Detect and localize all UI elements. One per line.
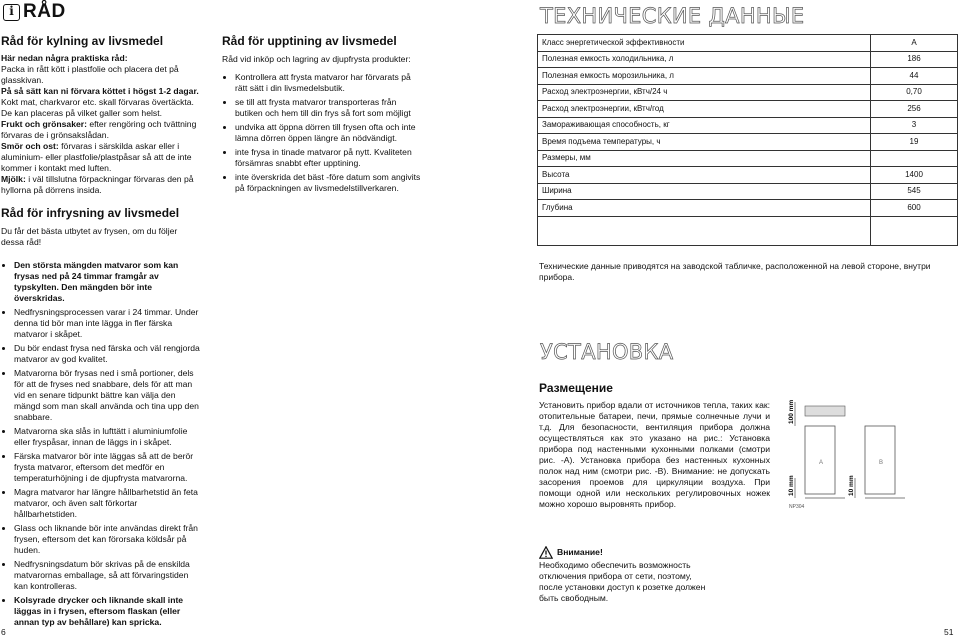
cooling-tip-meat: Packa in rått kött i plastfolie och placera det på glasskivan. xyxy=(1,64,179,85)
figure-code: NP304 xyxy=(789,504,805,510)
section-title: RÅD xyxy=(23,1,66,22)
dim-top-label: 100 mm xyxy=(788,399,795,424)
list-item: se till att frysta matvaror transporteras från butiken och hem till din frys så fort som möjligt xyxy=(222,97,422,119)
tech-note: Технические данные приводятся на заводской табличке, расположенной на левой стороне, внутри прибора. xyxy=(539,261,931,282)
cooling-tip-milk: Mjölk: i väl tillslutna förpackningar förvaras den på hyllorna på dörrens insida. xyxy=(1,174,194,195)
tech-table xyxy=(537,34,958,246)
tech-title: ТЕХНИЧЕСКИЕ ДАННЫЕ xyxy=(540,4,805,28)
thawing-list xyxy=(222,72,422,194)
cooling-tip-fruit: Frukt och grönsaker: efter rengöring och tvättning förvaras de i grönsakslådan. xyxy=(1,119,197,140)
thawing-heading: Råd för upptining av livsmedel xyxy=(222,34,397,48)
section-header xyxy=(3,0,66,24)
list-item: undvika att öppna dörren till frysen ofta och inte lämna dörren öppen längre än nödvändigt. xyxy=(222,122,422,144)
warning xyxy=(539,546,603,559)
placement-text: Установить прибор вдали от источников тепла, таких как: отопительные батареи, печи, прямые солнечные лучи и т.д. Для безопасности, вентиляция прибора должна осуществляться как это указано на рис.: Установка прибора под настенными кухонными полками (смотри рис. -A). Установка прибора без настенных кухонных полок над ним (смотри рис. -B). Внимание: не допускать засорения проемов для циркуляции воздуха. При помощи одной или нескольких регулировочных ножек можно хорошо выровнять прибор. xyxy=(539,400,770,509)
table-row: Расход электроэнергии, кВтч/24 ч 0,70 xyxy=(538,84,958,101)
table-row xyxy=(538,216,958,245)
thawing-intro: Råd vid inköp och lagring av djupfrysta produkter: xyxy=(222,54,411,64)
table-row: Полезная емкость холодильника, л 186 xyxy=(538,51,958,68)
installation-diagram xyxy=(785,398,919,510)
list-item: Nedfrysningsprocessen varar i 24 timmar. Under denna tid bör man inte lägga in fler färska matvaror i skåpet. xyxy=(1,307,201,340)
table-row: Ширина 545 xyxy=(538,183,958,200)
install-title: УСТАНОВКА xyxy=(540,340,674,364)
table-row: Высота 1400 xyxy=(538,167,958,184)
warning-icon xyxy=(539,546,553,559)
page-number-right: 51 xyxy=(944,627,954,637)
list-item: inte frysa in tinade matvaror på nytt. Kvaliteten försämras snabbt efter upptining. xyxy=(222,147,422,169)
cooling-heading: Råd för kylning av livsmedel xyxy=(1,34,164,48)
list-item: Kolsyrade drycker och liknande skall inte läggas in i frysen, eftersom flaskan (eller annan typ av behållare) kan spricka. xyxy=(1,595,201,628)
cooling-tip-butter: Smör och ost: förvaras i särskilda askar eller i aluminium- eller plastfolie/plastpåsar så att de inte kommer i kontakt med luften. xyxy=(1,141,192,173)
list-item: Kontrollera att frysta matvaror har förvarats på rätt sätt i din livsmedelsbutik. xyxy=(222,72,422,94)
cooling-intro: Här nedan några praktiska råd: xyxy=(1,53,128,63)
cooling-tip-cooked: Kokt mat, charkvaror etc. skall förvaras övertäckta. De kan placeras på vilket galler som helst. xyxy=(1,97,194,118)
list-item: Den största mängden matvaror som kan frysas ned på 24 timmar framgår av typskylten. Den mängden bör inte överskridas. xyxy=(1,260,201,304)
figure-b-label: B xyxy=(879,460,884,466)
placement-heading: Размещение xyxy=(539,381,613,395)
list-item: Färska matvaror bör inte läggas så att de berör frysta matvaror, eftersom det medför en temperaturhöjning i de djupfrysta matvarorna. xyxy=(1,451,201,484)
column-left xyxy=(1,34,201,631)
table-row: Размеры, мм xyxy=(538,150,958,167)
table-row: Полезная емкость морозильника, л 44 xyxy=(538,68,958,85)
freezing-heading: Råd för infrysning av livsmedel xyxy=(1,206,180,220)
figure-a-label: A xyxy=(819,460,824,466)
info-icon: i xyxy=(3,4,20,21)
list-item: Magra matvaror har längre hållbarhetstid än feta matvaror, och även salt förkortar hållbarhetstiden. xyxy=(1,487,201,520)
dim-bottom-left-label: 10 mm xyxy=(788,475,795,496)
list-item: Matvarorna ska slås in lufttätt i aluminiumfolie eller fryspåsar, innan de läggs in i skåpet. xyxy=(1,426,201,448)
freezing-list xyxy=(1,260,201,628)
table-row: Класс энергетической эффективности A xyxy=(538,35,958,52)
list-item: Nedfrysningsdatum bör skrivas på de enskilda matvarornas emballage, så att förvaringstiden kan kontrolleras. xyxy=(1,559,201,592)
list-item: Du bör endast frysa ned färska och väl rengjorda matvaror av god kvalitet. xyxy=(1,343,201,365)
installation-figure xyxy=(785,398,919,510)
list-item: inte överskrida det bäst -före datum som angivits på förpackningen av livsmedelstillverkaren. xyxy=(222,172,422,194)
freezing-intro: Du får det bästa utbytet av frysen, om du följer dessa råd! xyxy=(1,226,178,247)
list-item: Matvarorna bör frysas ned i små portioner, dels för att de fryses ned snabbare, dels för att man vid en senare tidpunkt bättre kan välja den mängd som man skall använda och tina upp den snabbare. xyxy=(1,368,201,423)
cooling-tips xyxy=(1,53,201,196)
column-middle xyxy=(222,34,422,197)
warning-text: Необходимо обеспечить возможность отключения прибора от сети, поэтому, после установки доступ к розетке должен быть свободным. xyxy=(539,560,706,603)
warning-label: Внимание! xyxy=(557,547,603,557)
dim-bottom-right-label: 10 mm xyxy=(848,475,855,496)
cooling-tip-days: På så sätt kan ni förvara köttet i högst 1-2 dagar. xyxy=(1,86,199,96)
table-row: Замораживающая способность, кг 3 xyxy=(538,117,958,134)
table-row: Расход электроэнергии, кВтч/год 256 xyxy=(538,101,958,118)
page-number-left: 6 xyxy=(1,627,6,637)
list-item: Glass och liknande bör inte användas direkt från frysen, eftersom det kan förorsaka köldsår på huden. xyxy=(1,523,201,556)
table-row: Время подъема температуры, ч 19 xyxy=(538,134,958,151)
table-row: Глубина 600 xyxy=(538,200,958,217)
